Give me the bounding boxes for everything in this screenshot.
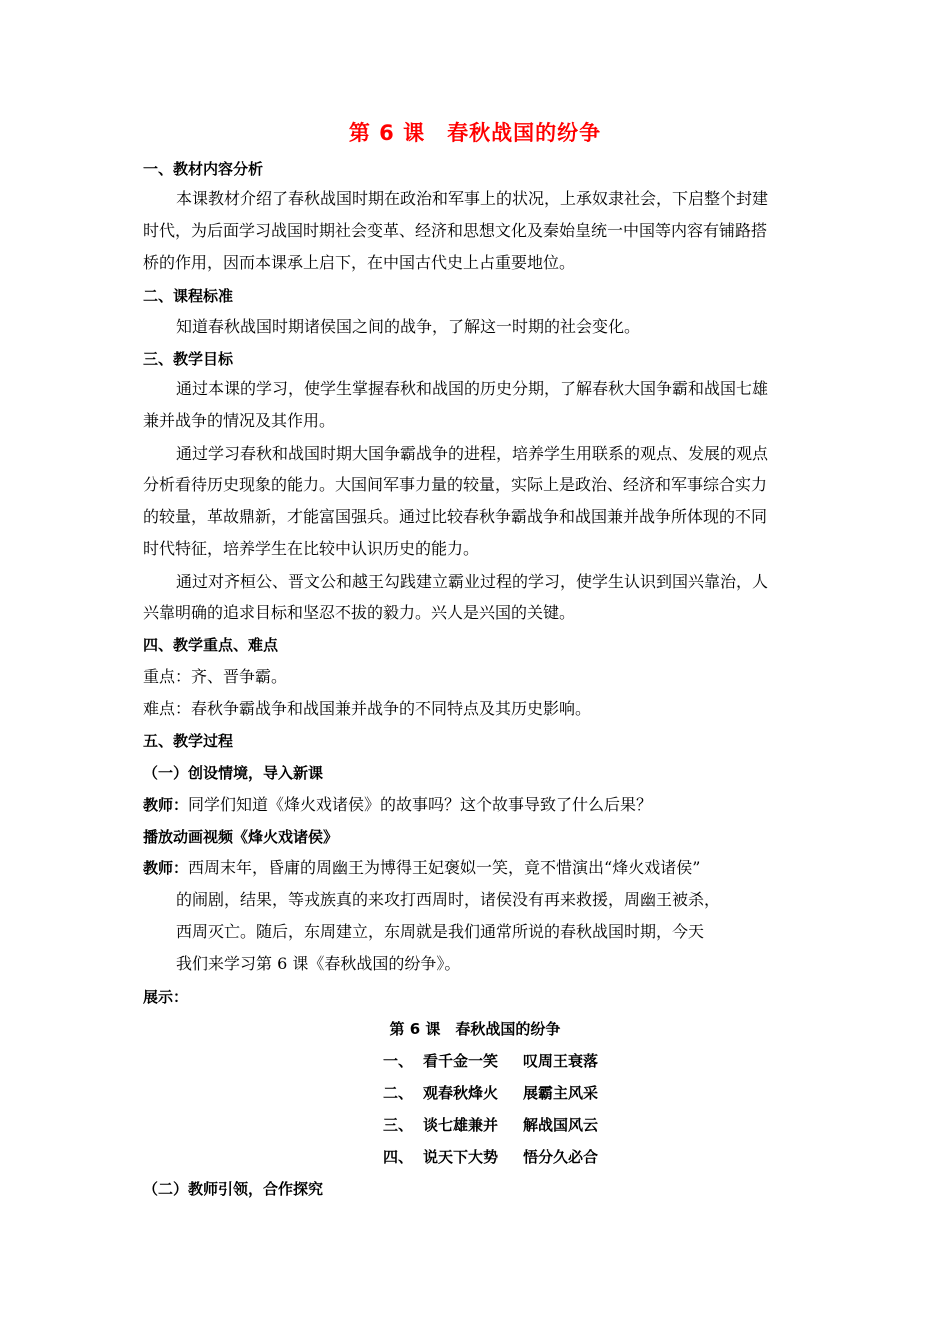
paragraph-line: 分析看待历史现象的能力。大国间军事力量的较量，实际上是政治、经济和军事综合实力 xyxy=(143,475,768,494)
section-heading-keypoints: 四、教学重点、难点 xyxy=(143,636,279,654)
paragraph-line: 通过本课的学习，使学生掌握春秋和战国的历史分期，了解春秋大国争霸和战国七雄 xyxy=(176,379,769,398)
outline-item: 三、 谈七雄兼并 解战国风云 xyxy=(383,1116,599,1134)
paragraph-line: 通过对齐桓公、晋文公和越王勾践建立霸业过程的学习，使学生认识到国兴靠治，人 xyxy=(176,572,769,591)
question-text: 同学们知道《烽火戏诸侯》的故事吗？这个故事导致了什么后果？ xyxy=(188,795,653,814)
narration-line: 西周灭亡。随后，东周建立，东周就是我们通常所说的春秋战国时期，今天 xyxy=(176,922,705,941)
teacher-label: 教师： xyxy=(143,859,189,877)
paragraph-line: 通过学习春秋和战国时期大国争霸战争的进程，培养学生用联系的观点、发展的观点 xyxy=(176,444,769,463)
teacher-question xyxy=(143,794,652,816)
paragraph-line: 兴靠明确的追求目标和坚忍不拔的毅力。兴人是兴国的关键。 xyxy=(143,603,576,622)
outline-item: 一、 看千金一笑 叹周王衰落 xyxy=(383,1052,599,1070)
section-heading-objectives: 三、教学目标 xyxy=(143,350,234,368)
narration-line: 的闹剧，结果，等戎族真的来攻打西周时，诸侯没有再来救援，周幽王被杀， xyxy=(176,890,721,909)
paragraph-line: 兼并战争的情况及其作用。 xyxy=(143,411,336,430)
show-label: 展示： xyxy=(143,988,189,1006)
lesson-title: 第 6 课 春秋战国的纷争 xyxy=(348,121,602,145)
subsection-heading-1: （一）创设情境，导入新课 xyxy=(143,764,324,782)
paragraph-line: 本课教材介绍了春秋战国时期在政治和军事上的状况，上承奴隶社会，下启整个封建 xyxy=(176,189,769,208)
outline-item: 二、 观春秋烽火 展霸主风采 xyxy=(383,1084,599,1102)
paragraph-line: 知道春秋战国时期诸侯国之间的战争，了解这一时期的社会变化。 xyxy=(176,317,641,336)
paragraph-line: 的较量，革故鼎新，才能富国强兵。通过比较春秋争霸战争和战国兼并战争所体现的不同 xyxy=(143,507,768,526)
key-point: 重点：齐、晋争霸。 xyxy=(143,667,288,686)
teacher-narration xyxy=(143,857,700,879)
outline-item: 四、 说天下大势 悟分久必合 xyxy=(383,1148,599,1166)
section-heading-process: 五、教学过程 xyxy=(143,732,234,750)
section-heading-analysis: 一、教材内容分析 xyxy=(143,160,264,178)
difficult-point: 难点：春秋争霸战争和战国兼并战争的不同特点及其历史影响。 xyxy=(143,699,592,718)
narration-line: 我们来学习第 6 课《春秋战国的纷争》。 xyxy=(176,954,461,973)
narration-text: 西周末年，昏庸的周幽王为博得王妃褒姒一笑，竟不惜演出“烽火戏诸侯” xyxy=(188,858,701,877)
paragraph-line: 时代特征，培养学生在比较中认识历史的能力。 xyxy=(143,539,480,558)
video-note: 播放动画视频《烽火戏诸侯》 xyxy=(143,828,339,846)
section-heading-standard: 二、课程标准 xyxy=(143,287,234,305)
show-title: 第 6 课 春秋战国的纷争 xyxy=(389,1020,561,1038)
subsection-heading-2: （二）教师引领，合作探究 xyxy=(143,1180,324,1198)
teacher-label: 教师： xyxy=(143,796,189,814)
paragraph-line: 桥的作用，因而本课承上启下，在中国古代史上占重要地位。 xyxy=(143,253,576,272)
paragraph-line: 时代，为后面学习战国时期社会变革、经济和思想文化及秦始皇统一中国等内容有铺路搭 xyxy=(143,221,768,240)
